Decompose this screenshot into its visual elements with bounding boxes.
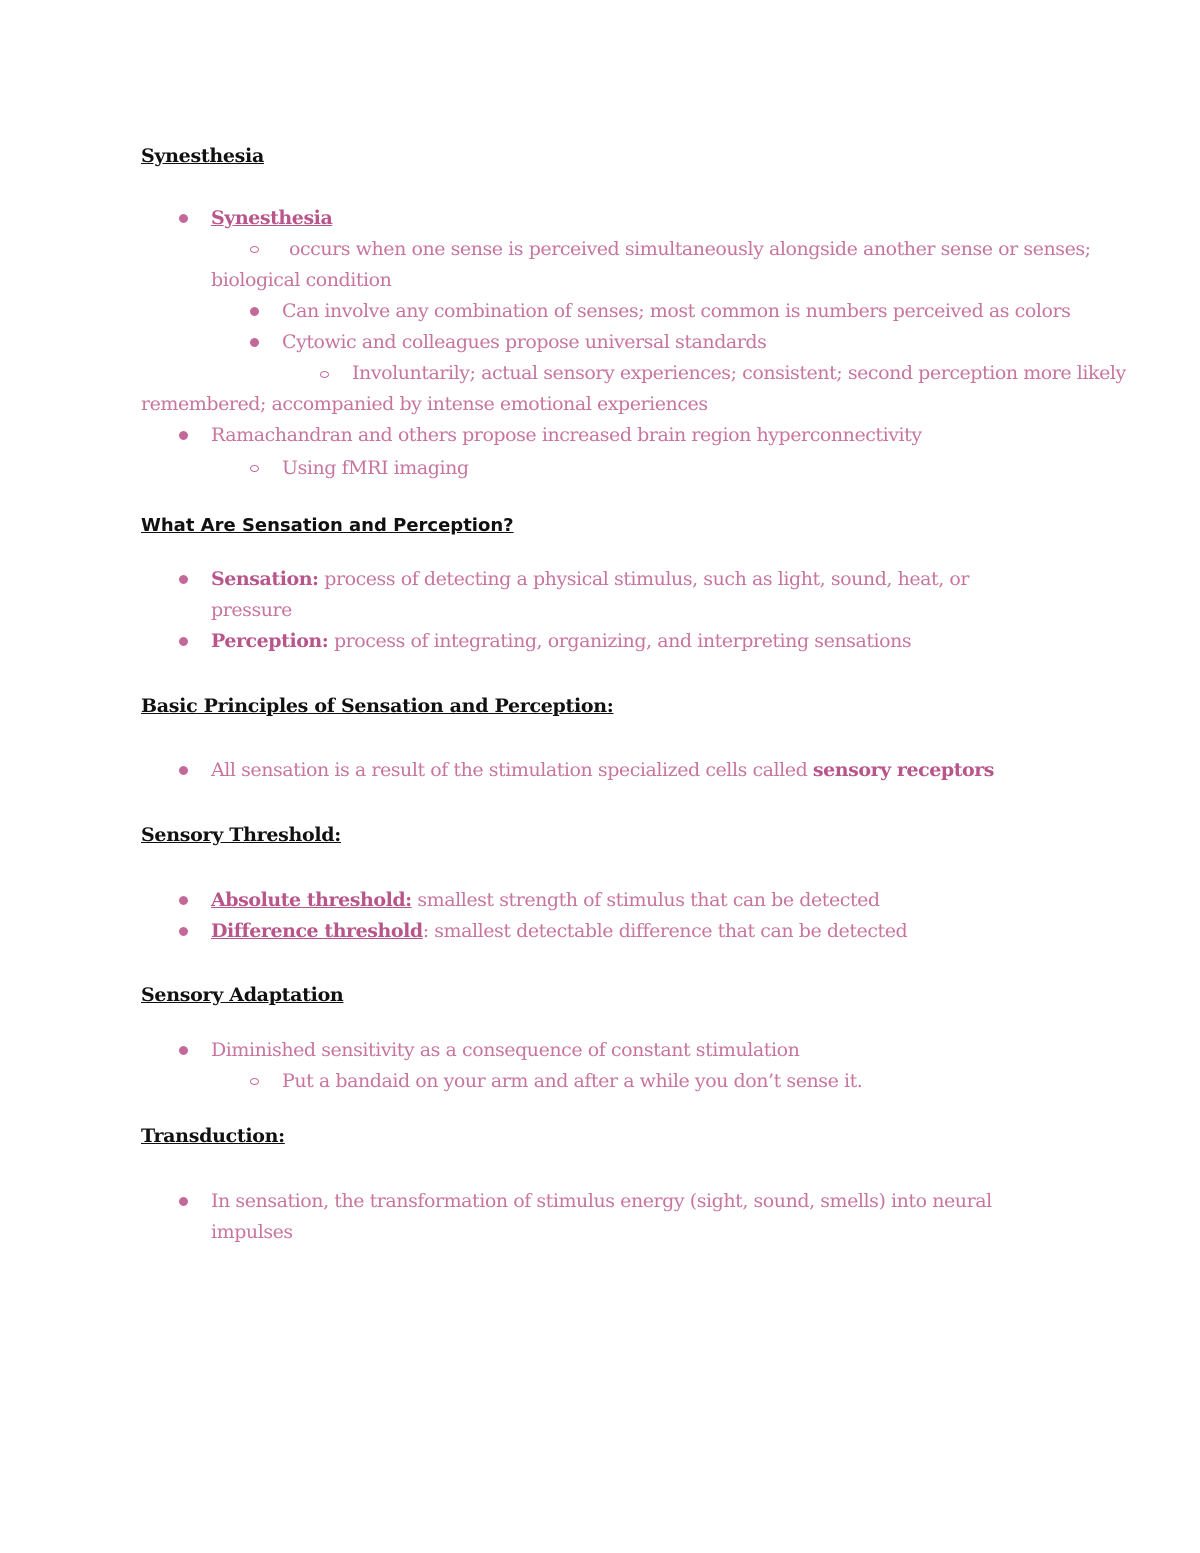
synesthesia-sub2: Cytowic and colleagues propose universal standards (282, 331, 767, 353)
perception-definition: process of integrating, organizing, and interpreting sensations (328, 630, 912, 652)
bullet-circle-icon (250, 246, 259, 253)
absolute-threshold-line (211, 889, 880, 911)
sensation-term: Sensation: (211, 568, 319, 590)
bullet-dot-icon (179, 214, 188, 223)
difference-threshold-definition: : smallest detectable difference that can be detected (422, 920, 908, 942)
bullet-dot-icon (179, 927, 188, 936)
synesthesia-definition-line2: biological condition (211, 269, 392, 291)
transduction-line1: In sensation, the transformation of stimulus energy (sight, sound, smells) into neural (211, 1190, 992, 1212)
bullet-circle-icon (320, 371, 329, 378)
transduction-line2: impulses (211, 1221, 293, 1243)
perception-term: Perception: (211, 630, 329, 652)
heading-basic-principles: Basic Principles of Sensation and Perception: (141, 695, 614, 717)
heading-sensory-threshold: Sensory Threshold: (141, 824, 342, 846)
heading-synesthesia: Synesthesia (141, 145, 264, 167)
bullet-dot-icon (250, 338, 259, 347)
synesthesia-definition-line1: occurs when one sense is perceived simultaneously alongside another sense or senses; (289, 238, 1091, 260)
synesthesia-bullet2: Ramachandran and others propose increased brain region hyperconnectivity (211, 424, 922, 446)
heading-sensory-adaptation: Sensory Adaptation (141, 984, 344, 1006)
bullet-dot-icon (179, 1046, 188, 1055)
absolute-threshold-term: Absolute threshold: (211, 889, 412, 911)
principles-text: All sensation is a result of the stimulation specialized cells called (211, 759, 813, 781)
sensory-receptors-term: sensory receptors (812, 759, 995, 781)
bullet-dot-icon (179, 431, 188, 440)
bullet-dot-icon (179, 766, 188, 775)
perception-line (211, 630, 911, 652)
heading-sensation-perception: What Are Sensation and Perception? (141, 515, 514, 536)
difference-threshold-line (211, 920, 907, 942)
bullet-dot-icon (179, 575, 188, 584)
bullet-circle-icon (250, 465, 259, 472)
synesthesia-bullet2a: Using fMRI imaging (282, 457, 469, 479)
principles-line (211, 759, 994, 781)
synesthesia-term: Synesthesia (211, 207, 333, 229)
adaptation-sub: Put a bandaid on your arm and after a while you don’t sense it. (282, 1070, 863, 1092)
bullet-dot-icon (179, 896, 188, 905)
synesthesia-sub1: Can involve any combination of senses; most common is numbers perceived as colors (282, 300, 1071, 322)
adaptation-bullet: Diminished sensitivity as a consequence of constant stimulation (211, 1039, 800, 1061)
synesthesia-sub2a-line2: remembered; accompanied by intense emotional experiences (141, 393, 708, 415)
bullet-dot-icon (250, 307, 259, 316)
bullet-circle-icon (250, 1078, 259, 1085)
synesthesia-sub2a-line1: Involuntarily; actual sensory experiences; consistent; second perception more likely (352, 362, 1126, 384)
bullet-dot-icon (179, 1197, 188, 1206)
sensation-line2: pressure (211, 599, 292, 621)
heading-transduction: Transduction: (141, 1125, 285, 1147)
sensation-definition: process of detecting a physical stimulus, such as light, sound, heat, or (318, 568, 970, 590)
difference-threshold-term: Difference threshold (211, 920, 423, 942)
absolute-threshold-definition: smallest strength of stimulus that can be detected (411, 889, 880, 911)
sensation-line1 (211, 568, 969, 590)
bullet-dot-icon (179, 637, 188, 646)
